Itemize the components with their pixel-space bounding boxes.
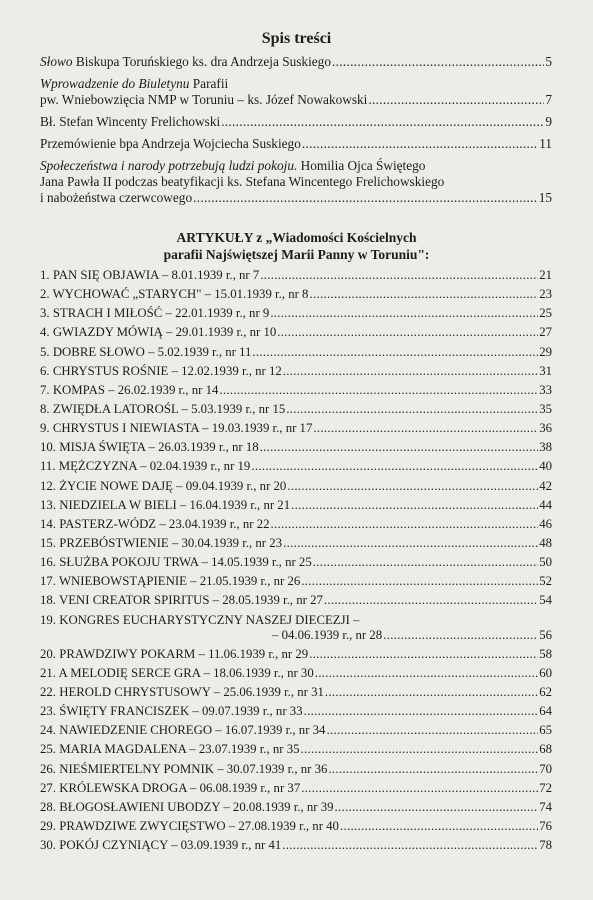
article-entry-line bbox=[40, 685, 552, 700]
article-title-wrap bbox=[40, 555, 312, 570]
article-number: 4. bbox=[40, 325, 50, 340]
leader-dots bbox=[277, 325, 538, 340]
toc-entry-line bbox=[40, 174, 552, 190]
article-title: WYCHOWAĆ „STARYCH" – 15.01.1939 r., nr 8 bbox=[52, 287, 309, 302]
page-number: 31 bbox=[539, 363, 552, 378]
articles-toc bbox=[40, 268, 552, 857]
article-entry bbox=[40, 440, 552, 455]
page-number: 25 bbox=[539, 306, 552, 321]
toc-entry-title bbox=[40, 190, 192, 206]
article-number: 5. bbox=[40, 344, 50, 359]
page-number: 21 bbox=[539, 268, 552, 282]
toc-entry-title bbox=[40, 114, 220, 130]
article-number: 2. bbox=[40, 287, 50, 302]
article-title-wrap bbox=[40, 517, 270, 532]
page-number: 54 bbox=[539, 593, 552, 608]
article-entry-line bbox=[40, 479, 552, 494]
article-entry-line bbox=[40, 287, 552, 302]
article-title: KONGRES EUCHARYSTYCZNY NASZEJ DIECEZJI – bbox=[59, 612, 360, 627]
leader-dots bbox=[283, 364, 538, 379]
article-title: MISJA ŚWIĘTA – 26.03.1939 r., nr 18 bbox=[59, 440, 259, 455]
article-title-wrap bbox=[40, 685, 324, 700]
article-title: SŁUŻBA POKOJU TRWA – 14.05.1939 r., nr 25 bbox=[59, 555, 312, 570]
page-number: 62 bbox=[539, 684, 552, 699]
article-entry-line bbox=[40, 268, 552, 283]
leader-dots bbox=[283, 536, 538, 551]
page-number: 46 bbox=[539, 516, 552, 531]
toc-entry-text: Homilia Ojca Świętego bbox=[297, 158, 426, 173]
article-entry bbox=[40, 704, 552, 719]
leader-dots bbox=[315, 666, 538, 681]
article-title: CHRYSTUS ROŚNIE – 12.02.1939 r., nr 12 bbox=[52, 363, 282, 378]
article-entry bbox=[40, 723, 552, 738]
page-number: 42 bbox=[539, 478, 552, 493]
article-number: 9. bbox=[40, 421, 50, 436]
article-entry-line bbox=[40, 306, 552, 321]
toc-entry-text: Przemówienie bpa Andrzeja Wojciecha Suskiego bbox=[40, 136, 301, 151]
page-number: 65 bbox=[539, 723, 552, 738]
article-entry bbox=[40, 647, 552, 662]
article-title: DOBRE SŁOWO – 5.02.1939 r., nr 11 bbox=[52, 344, 252, 359]
article-entry bbox=[40, 781, 552, 796]
page-number: 27 bbox=[539, 325, 552, 340]
article-entry bbox=[40, 742, 552, 757]
article-title: PRAWDZIWE ZWYCIĘSTWO – 27.08.1939 r., nr 40 bbox=[59, 818, 339, 833]
page-number: 68 bbox=[539, 742, 552, 757]
page-number: 23 bbox=[539, 287, 552, 302]
article-title-wrap bbox=[40, 306, 269, 321]
article-title-wrap bbox=[40, 268, 259, 283]
toc-entry-line bbox=[40, 136, 552, 152]
page-number: 78 bbox=[539, 838, 552, 853]
article-title: NAWIEDZENIE CHOREGO – 16.07.1939 r., nr 34 bbox=[59, 723, 326, 738]
toc-entry-title bbox=[40, 54, 331, 70]
article-entry bbox=[40, 459, 552, 474]
article-title-wrap bbox=[40, 666, 314, 681]
page-number: 9 bbox=[545, 114, 552, 129]
article-entry bbox=[40, 287, 552, 302]
page-number: 5 bbox=[545, 54, 552, 69]
leader-dots bbox=[313, 555, 538, 570]
article-title: PAN SIĘ OBJAWIA – 8.01.1939 r., nr 7 bbox=[52, 268, 260, 282]
page-number: 29 bbox=[539, 344, 552, 359]
article-title: PRAWDZIWY POKARM – 11.06.1939 r., nr 29 bbox=[59, 646, 309, 661]
article-number: 30. bbox=[40, 838, 56, 853]
article-number: 3. bbox=[40, 306, 50, 321]
article-title: PASTERZ-WÓDZ – 23.04.1939 r., nr 22 bbox=[59, 516, 270, 531]
article-title-wrap bbox=[40, 819, 339, 834]
page-number: 40 bbox=[539, 459, 552, 474]
page-number: 76 bbox=[539, 818, 552, 833]
toc-entry-line bbox=[40, 76, 552, 92]
article-title-wrap bbox=[40, 383, 218, 398]
article-title-wrap bbox=[40, 440, 259, 455]
article-entry-line bbox=[40, 459, 552, 474]
article-number: 7. bbox=[40, 382, 50, 397]
article-entry-line bbox=[40, 325, 552, 340]
article-number: 22. bbox=[40, 684, 56, 699]
article-entry-line bbox=[40, 440, 552, 455]
article-number: 17. bbox=[40, 574, 56, 589]
article-title-wrap bbox=[40, 459, 250, 474]
article-title-wrap bbox=[40, 287, 308, 302]
article-entry bbox=[40, 666, 552, 681]
leader-dots bbox=[219, 383, 538, 398]
article-title: ŻYCIE NOWE DAJĘ – 09.04.1939 r., nr 20 bbox=[59, 478, 287, 493]
article-title-wrap bbox=[40, 421, 312, 436]
article-entry bbox=[40, 555, 552, 570]
leader-dots bbox=[302, 136, 538, 152]
article-title: POKÓJ CZYNIĄCY – 03.09.1939 r., nr 41 bbox=[59, 838, 282, 853]
article-entry-line bbox=[40, 800, 552, 815]
leader-dots bbox=[291, 498, 538, 513]
article-title: STRACH I MIŁOŚĆ – 22.01.1939 r., nr 9 bbox=[52, 306, 270, 321]
article-entry bbox=[40, 383, 552, 398]
leader-dots bbox=[309, 647, 538, 662]
page-number: 64 bbox=[539, 704, 552, 719]
article-title-wrap bbox=[40, 536, 282, 551]
toc-entry-title bbox=[40, 92, 367, 108]
article-title: CHRYSTUS I NIEWIASTA – 19.03.1939 r., nr 17 bbox=[52, 421, 313, 436]
leader-dots bbox=[287, 479, 538, 494]
article-entry-line bbox=[40, 781, 552, 796]
article-entry bbox=[40, 479, 552, 494]
toc-entry-text: i nabożeństwa czerwcowego bbox=[40, 190, 193, 205]
article-entry bbox=[40, 268, 552, 283]
leader-dots bbox=[193, 190, 538, 206]
article-title-wrap bbox=[40, 345, 251, 360]
article-number: 20. bbox=[40, 646, 56, 661]
toc-entry-text: Biskupa Toruńskiego ks. dra Andrzeja Suskiego bbox=[72, 54, 331, 69]
page-number: 35 bbox=[539, 401, 552, 416]
leader-dots bbox=[324, 593, 538, 608]
toc-entry bbox=[40, 54, 552, 70]
article-title-wrap bbox=[40, 479, 286, 494]
article-number: 18. bbox=[40, 593, 56, 608]
article-entry bbox=[40, 536, 552, 551]
page-number: 48 bbox=[539, 535, 552, 550]
article-entry-line bbox=[40, 704, 552, 719]
article-number: 29. bbox=[40, 818, 56, 833]
toc-entry bbox=[40, 158, 552, 206]
article-entry-line bbox=[40, 421, 552, 436]
article-entry-line bbox=[40, 402, 552, 417]
article-number: 12. bbox=[40, 478, 56, 493]
article-title: VENI CREATOR SPIRITUS – 28.05.1939 r., nr 27 bbox=[58, 593, 323, 608]
article-entry bbox=[40, 364, 552, 379]
article-title-wrap bbox=[40, 704, 303, 719]
article-title: PRZEBÓSTWIENIE – 30.04.1939 r., nr 23 bbox=[59, 535, 283, 550]
article-number: 25. bbox=[40, 742, 56, 757]
page-number: 72 bbox=[539, 780, 552, 795]
article-entry bbox=[40, 685, 552, 700]
article-entry-line bbox=[40, 517, 552, 532]
page-number: 15 bbox=[538, 190, 552, 205]
page-number: 56 bbox=[539, 627, 552, 642]
leader-dots bbox=[221, 114, 544, 130]
article-title: ZWIĘDŁA LATOROŚL – 5.03.1939 r., nr 15 bbox=[52, 401, 286, 416]
leader-dots bbox=[340, 819, 538, 834]
leader-dots bbox=[335, 800, 539, 815]
page-number: 70 bbox=[539, 761, 552, 776]
article-title-wrap bbox=[40, 574, 300, 589]
article-entry-line bbox=[40, 498, 552, 513]
article-entry-line bbox=[40, 628, 552, 643]
article-number: 26. bbox=[40, 761, 56, 776]
article-number: 14. bbox=[40, 516, 56, 531]
article-title-wrap bbox=[40, 762, 327, 777]
intro-toc bbox=[40, 54, 552, 212]
article-number: 13. bbox=[40, 497, 56, 512]
article-title: ŚWIĘTY FRANCISZEK – 09.07.1939 r., nr 33 bbox=[59, 704, 303, 719]
article-entry bbox=[40, 498, 552, 513]
article-entry-line bbox=[40, 364, 552, 379]
article-entry bbox=[40, 574, 552, 589]
leader-dots bbox=[313, 421, 538, 436]
page-number: 74 bbox=[539, 799, 552, 814]
articles-heading-line1: ARTYKUŁY z „Wiadomości Kościelnych bbox=[176, 230, 417, 245]
article-entry bbox=[40, 306, 552, 321]
article-number: 15. bbox=[40, 535, 56, 550]
articles-heading-line2: parafii Najświętszej Marii Panny w Toruniu": bbox=[163, 247, 430, 262]
article-number: 11. bbox=[40, 459, 56, 474]
article-entry-line bbox=[40, 536, 552, 551]
article-entry-line bbox=[40, 762, 552, 777]
article-title-wrap bbox=[40, 800, 334, 815]
toc-entry bbox=[40, 114, 552, 130]
article-title: KRÓLEWSKA DROGA – 06.08.1939 r., nr 37 bbox=[59, 780, 301, 795]
article-title-wrap bbox=[40, 647, 308, 662]
page-number: 44 bbox=[539, 497, 552, 512]
article-date: – 04.06.1939 r., nr 28 bbox=[272, 627, 383, 642]
page-number: 52 bbox=[539, 574, 552, 589]
article-title: HEROLD CHRYSTUSOWY – 25.06.1939 r., nr 31 bbox=[59, 684, 324, 699]
leader-dots bbox=[260, 268, 538, 283]
article-entry-line bbox=[40, 555, 552, 570]
article-number: 8. bbox=[40, 401, 50, 416]
article-title: A MELODIĘ SERCE GRA – 18.06.1939 r., nr 30 bbox=[58, 665, 314, 680]
article-entry bbox=[40, 325, 552, 340]
article-entry bbox=[40, 517, 552, 532]
toc-entry-text: Społeczeństwa i narody potrzebują ludzi pokoju. bbox=[40, 158, 298, 173]
article-title: NIEŚMIERTELNY POMNIK – 30.07.1939 r., nr 36 bbox=[59, 761, 328, 776]
article-number: 6. bbox=[40, 363, 50, 378]
article-entry bbox=[40, 593, 552, 608]
toc-entry-text: pw. Wniebowzięcia NMP w Toruniu – ks. Józef Nowakowski bbox=[40, 92, 368, 107]
article-title-wrap bbox=[40, 364, 282, 379]
toc-entry-text: Jana Pawła II podczas beatyfikacji ks. Stefana Wincentego Frelichowskiego bbox=[40, 174, 445, 189]
toc-entry-line bbox=[40, 54, 552, 70]
toc-entry-line bbox=[40, 158, 552, 174]
toc-entry-line bbox=[40, 92, 552, 108]
article-number: 10. bbox=[40, 440, 56, 455]
article-title: WNIEBOWSTĄPIENIE – 21.05.1939 r., nr 26 bbox=[58, 574, 301, 589]
article-entry bbox=[40, 838, 552, 853]
leader-dots bbox=[368, 92, 544, 108]
leader-dots bbox=[301, 574, 538, 589]
article-number: 27. bbox=[40, 780, 56, 795]
page-number: 38 bbox=[539, 440, 552, 455]
leader-dots bbox=[260, 440, 539, 455]
article-title: BŁOGOSŁAWIENI UBODZY – 20.08.1939 r., nr 39 bbox=[59, 799, 334, 814]
article-title: MĘŻCZYZNA – 02.04.1939 r., nr 19 bbox=[58, 459, 251, 474]
leader-dots bbox=[271, 517, 539, 532]
leader-dots bbox=[282, 838, 538, 853]
article-entry bbox=[40, 800, 552, 815]
article-entry-line bbox=[40, 838, 552, 853]
leader-dots bbox=[383, 628, 538, 643]
article-number: 24. bbox=[40, 723, 56, 738]
page-number: 60 bbox=[539, 665, 552, 680]
page-number: 7 bbox=[545, 92, 552, 107]
article-entry-line bbox=[40, 345, 552, 360]
article-entry-line bbox=[40, 574, 552, 589]
article-entry bbox=[40, 613, 552, 643]
article-title-wrap bbox=[40, 838, 281, 853]
article-number: 16. bbox=[40, 555, 56, 570]
leader-dots bbox=[309, 287, 538, 302]
article-entry-line bbox=[40, 593, 552, 608]
toc-entry-line bbox=[40, 114, 552, 130]
article-number: 28. bbox=[40, 799, 56, 814]
article-entry-line bbox=[40, 647, 552, 662]
toc-entry-text: Parafii bbox=[189, 76, 229, 91]
leader-dots bbox=[301, 781, 538, 796]
article-title: KOMPAS – 26.02.1939 r., nr 14 bbox=[52, 382, 219, 397]
article-entry bbox=[40, 762, 552, 777]
leader-dots bbox=[301, 742, 539, 757]
toc-entry bbox=[40, 76, 552, 108]
page-number: 58 bbox=[539, 646, 552, 661]
article-entry-line bbox=[40, 742, 552, 757]
article-entry-line bbox=[40, 666, 552, 681]
articles-heading bbox=[0, 229, 593, 263]
article-title-wrap bbox=[40, 742, 300, 757]
article-entry bbox=[40, 345, 552, 360]
article-title: MARIA MAGDALENA – 23.07.1939 r., nr 35 bbox=[59, 742, 300, 757]
article-entry bbox=[40, 819, 552, 834]
toc-entry-text: Słowo bbox=[40, 54, 73, 69]
toc-entry-title bbox=[40, 136, 301, 152]
article-number: 23. bbox=[40, 704, 56, 719]
article-title: NIEDZIELA W BIELI – 16.04.1939 r., nr 21 bbox=[59, 497, 291, 512]
leader-dots bbox=[328, 762, 538, 777]
page-title: Spis treści bbox=[261, 30, 332, 47]
leader-dots bbox=[252, 345, 538, 360]
leader-dots bbox=[326, 723, 538, 738]
article-title-wrap bbox=[40, 593, 323, 608]
article-number: 19. bbox=[40, 612, 56, 627]
leader-dots bbox=[332, 54, 544, 70]
leader-dots bbox=[270, 306, 538, 321]
toc-entry-text: Wprowadzenie do Biuletynu bbox=[40, 76, 190, 91]
article-title: GWIAZDY MÓWIĄ – 29.01.1939 r., nr 10 bbox=[52, 325, 277, 340]
article-title-wrap bbox=[40, 498, 290, 513]
leader-dots bbox=[325, 685, 538, 700]
page-number: 33 bbox=[539, 382, 552, 397]
article-entry-line bbox=[40, 723, 552, 738]
page-number: 36 bbox=[539, 421, 552, 436]
page-number: 50 bbox=[539, 555, 552, 570]
article-entry bbox=[40, 421, 552, 436]
article-title-wrap bbox=[40, 781, 300, 796]
toc-entry-text: Bł. Stefan Wincenty Frelichowski bbox=[40, 114, 221, 129]
article-number: 1. bbox=[40, 268, 50, 282]
article-entry bbox=[40, 402, 552, 417]
article-title-wrap bbox=[40, 325, 276, 340]
toc-entry-line bbox=[40, 190, 552, 206]
leader-dots bbox=[251, 459, 538, 474]
article-entry-line bbox=[40, 383, 552, 398]
toc-entry bbox=[40, 136, 552, 152]
article-title-wrap bbox=[40, 723, 325, 738]
page-number: 11 bbox=[539, 136, 552, 151]
leader-dots bbox=[286, 402, 538, 417]
article-entry-line bbox=[40, 819, 552, 834]
article-number: 21. bbox=[40, 665, 56, 680]
article-title-wrap bbox=[40, 402, 285, 417]
leader-dots bbox=[304, 704, 539, 719]
article-entry-line bbox=[40, 613, 552, 628]
